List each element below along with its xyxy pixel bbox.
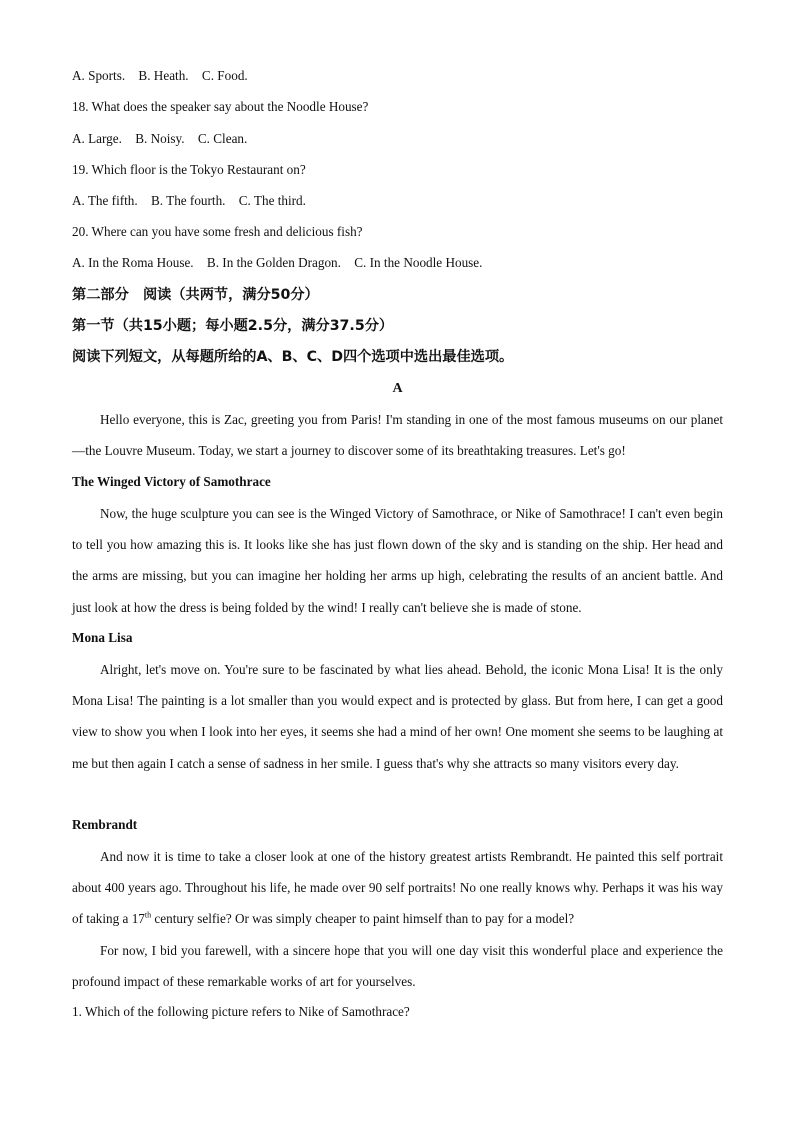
q20-option-b: B. In the Golden Dragon. (206, 255, 341, 270)
q19-options (72, 192, 723, 210)
paragraph-winged-victory: Now, the huge sculpture you can see is the Winged Victory of Samothrace, or Nike of Samothrace! I can't even begin to tell you how amazing this is. It looks like she has just flown down of the sky and is standing on the ship. Her head and the arms are missing, but you can imagine her holding her arms up high, celebrating the results of an ancient battle. And just look at how the dress is being folded by the wind! I really can't believe she is made of stone. (72, 506, 723, 615)
q19-question: 19. Which floor is the Tokyo Restaurant on? (72, 162, 306, 177)
q1-question: 1. Which of the following picture refers to Nike of Samothrace? (72, 1004, 410, 1019)
paragraph-rembrandt (72, 841, 723, 935)
section-heading-mona-lisa: Mona Lisa (72, 630, 133, 645)
section-heading-winged-victory: The Winged Victory of Samothrace (72, 474, 271, 489)
q19-option-c: C. The third. (238, 193, 306, 208)
intro-paragraph: Hello everyone, this is Zac, greeting you from Paris! I'm standing in one of the most famous museums on our planet—the Louvre Museum. Today, we start a journey to discover some of its breathtaking treasures. Let's go! (72, 412, 723, 459)
q17-option-b: B. Heath. (138, 68, 189, 83)
section-heading-rembrandt: Rembrandt (72, 817, 138, 832)
q18-option-c: C. Clean. (197, 131, 248, 146)
q17-option-c: C. Food. (201, 68, 248, 83)
q18-option-a: A. Large. (72, 131, 122, 146)
section1-heading: 第一节（共15小题；每小题2.5分，满分37.5分） (72, 318, 394, 334)
q19-option-a: A. The fifth. (72, 193, 138, 208)
q19-option-b: B. The fourth. (150, 193, 226, 208)
reading-instructions: 阅读下列短文，从每题所给的A、B、C、D四个选项中选出最佳选项。 (72, 349, 514, 365)
q20-question: 20. Where can you have some fresh and delicious fish? (72, 224, 363, 239)
q18-option-b: B. Noisy. (135, 131, 185, 146)
q18-question: 18. What does the speaker say about the Noodle House? (72, 99, 369, 114)
closing-paragraph: For now, I bid you farewell, with a sincere hope that you will one day visit this wonderful place and experience the profound impact of these remarkable works of art for yourselves. (72, 943, 723, 990)
part2-heading: 第二部分 阅读（共两节，满分50分） (72, 287, 319, 303)
paragraph-mona-lisa: Alright, let's move on. You're sure to be fascinated by what lies ahead. Behold, the iconic Mona Lisa! It is the only Mona Lisa! The painting is a lot smaller than you would expect and is protected by glass. But from here, I can get a good view to show you when I look into her eyes, it seems she had a mind of her own! One moment she seems to be laughing at me but then again I catch a sense of sadness in her smile. I guess that's why she attracts so many visitors every day. (72, 662, 723, 771)
passage-label: A (392, 381, 403, 396)
q20-option-c: C. In the Noodle House. (354, 255, 483, 270)
q18-options (72, 130, 723, 148)
q20-options (72, 254, 723, 272)
q17-options (72, 67, 723, 85)
ordinal-suffix: th (144, 911, 152, 921)
q17-option-a: A. Sports. (72, 68, 126, 83)
rembrandt-text-end: century selfie? Or was simply cheaper to paint himself than to pay for a model? (151, 911, 575, 927)
rembrandt-text-start: And now it is time to take a closer look at one of the history greatest artists Rembrandt. He painted this self portrait about 400 years ago. Throughout his life, he made over 90 self portraits! No one really knows why. Perhaps it was his way of taking a 17 (72, 849, 723, 927)
q20-option-a: A. In the Roma House. (72, 255, 194, 270)
